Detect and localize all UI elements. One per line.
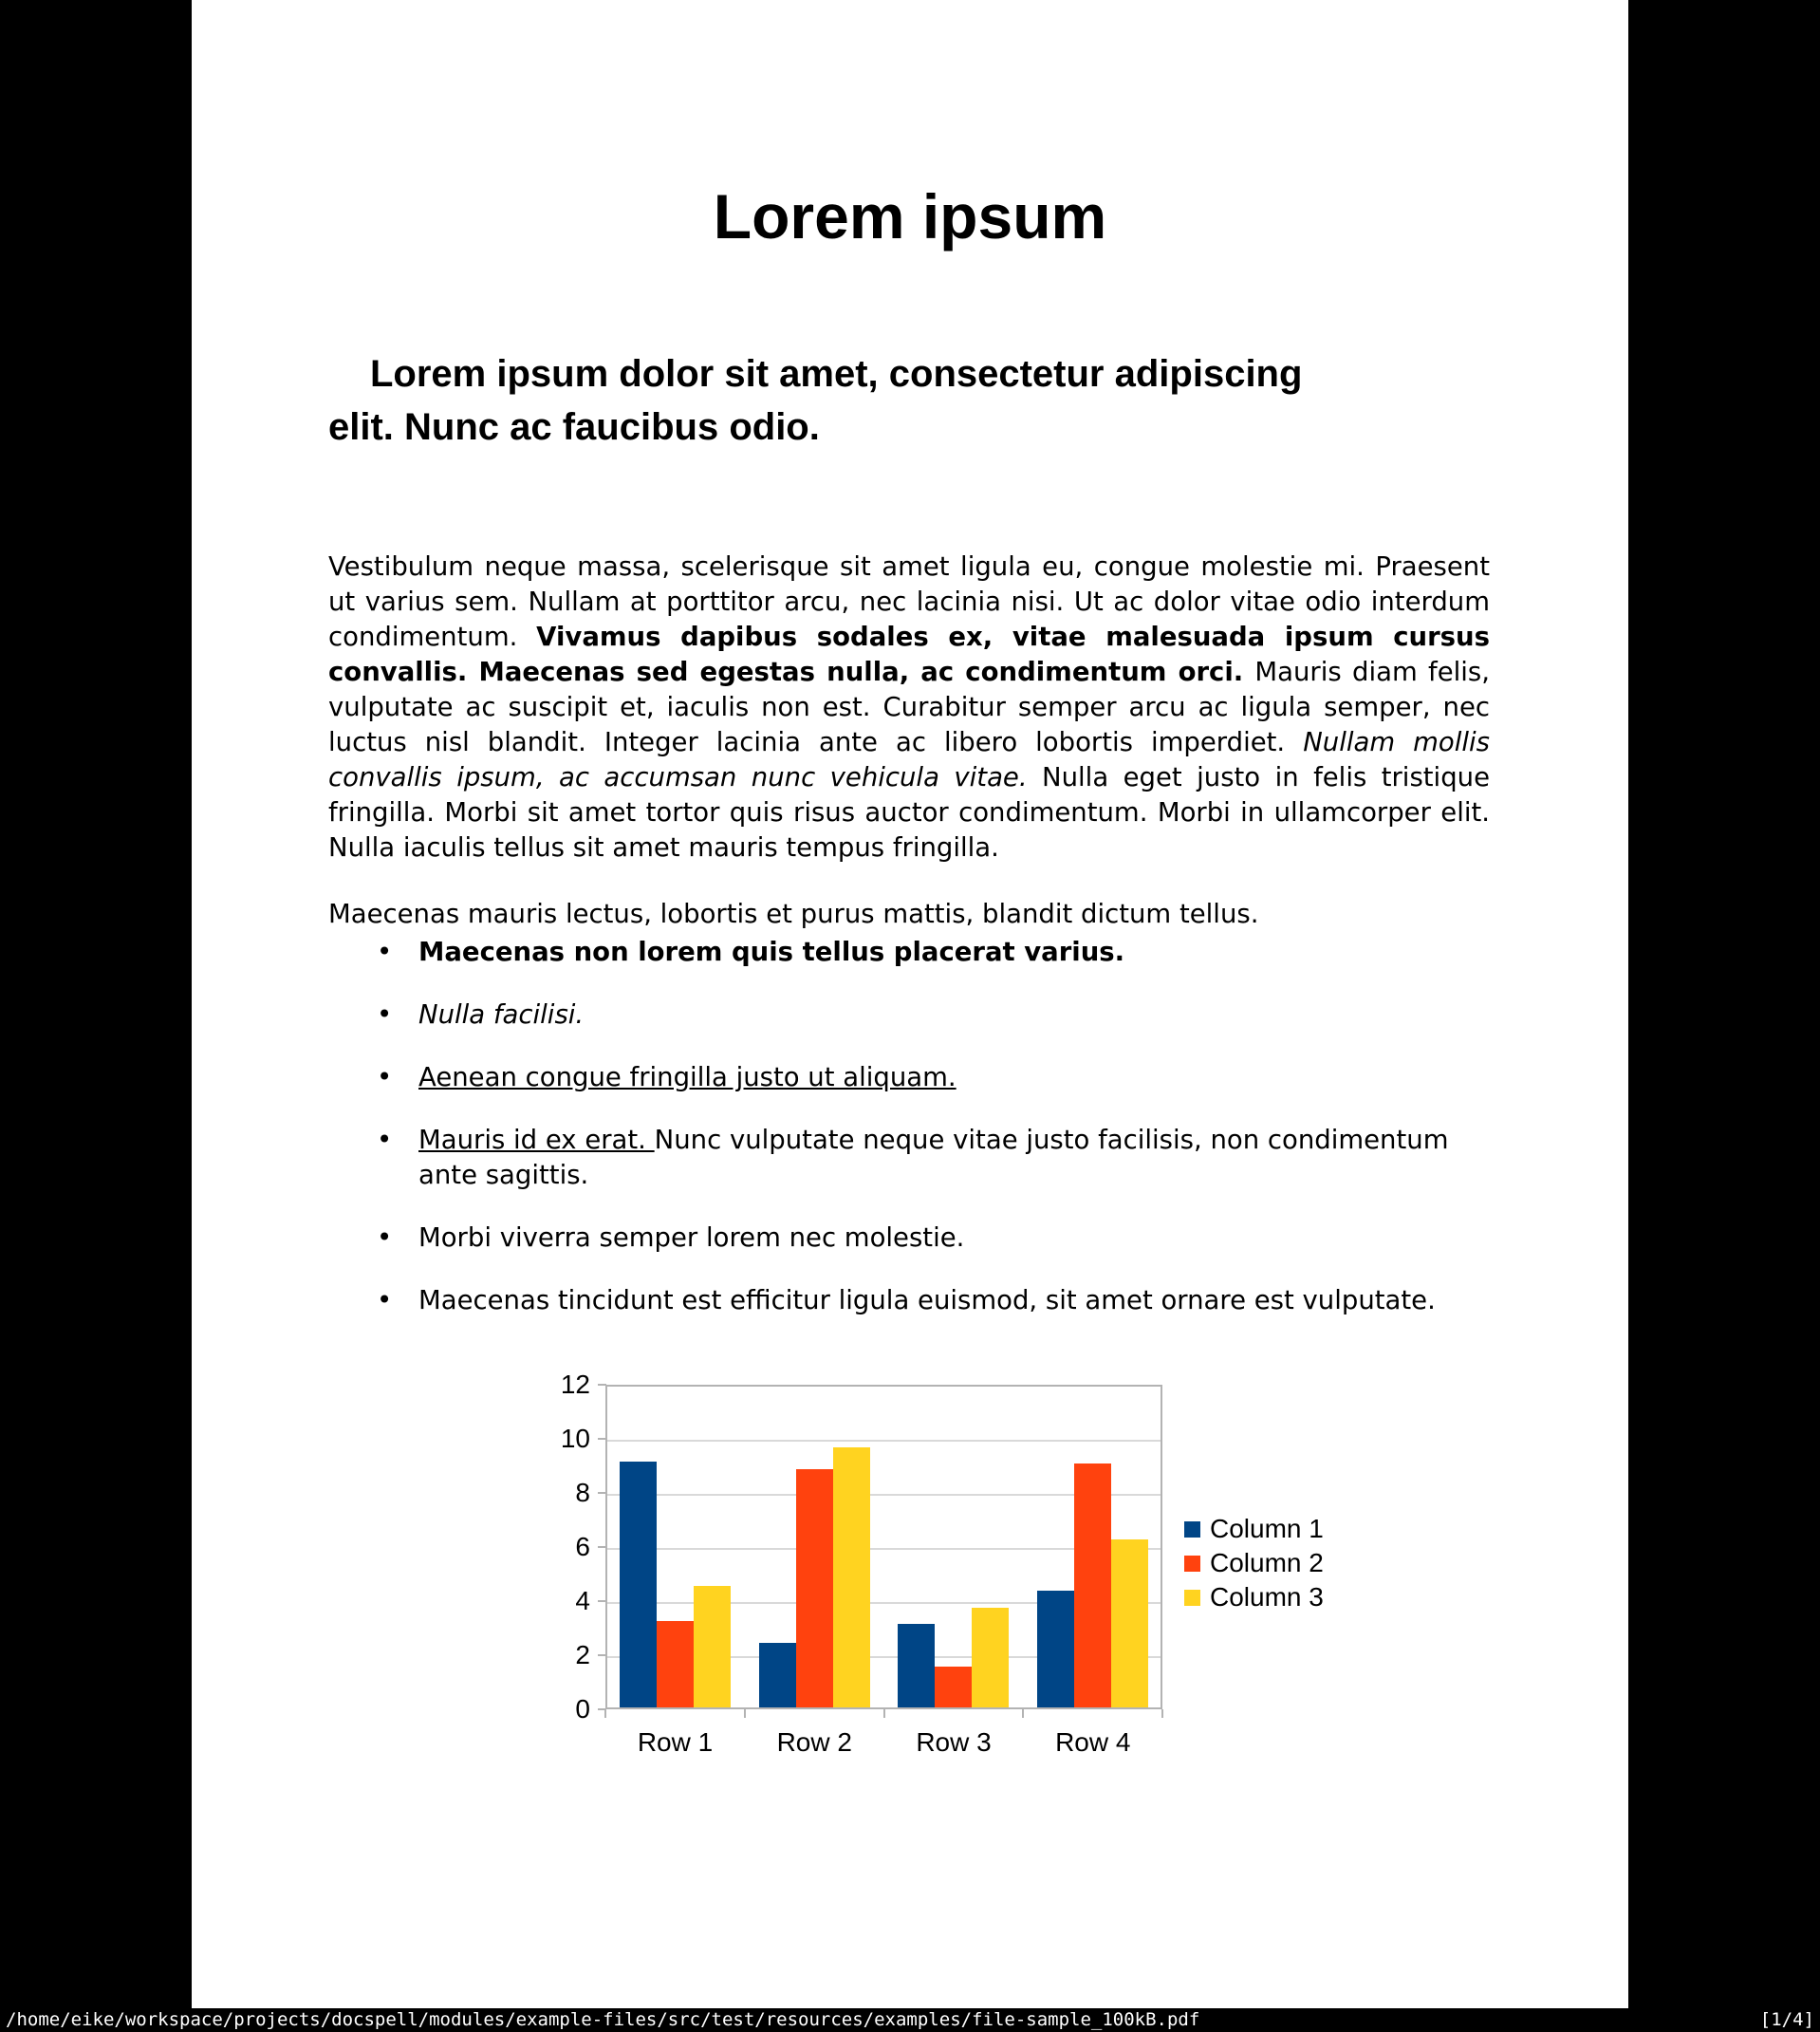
text-segment-normal: Maecenas tincidunt est efficitur ligula euismod, sit amet ornare est vulputate. (418, 1285, 1436, 1315)
legend-label: Column 2 (1210, 1548, 1324, 1577)
text-segment-italic: Nulla facilisi. (418, 999, 585, 1030)
text-segment-bold: Vivamus dapibus sodales ex, vitae malesuada ipsum cursus convallis. Maecenas sed egestas nulla, ac condimentum orci. (328, 621, 1490, 687)
status-page-indicator: [1/4] (1759, 2009, 1814, 2030)
pdf-page (192, 0, 1628, 2008)
bullet-marker-icon: • (377, 999, 393, 1030)
text-segment-bold: Maecenas non lorem quis tellus placerat varius. (418, 937, 1125, 967)
x-axis-tick (1161, 1709, 1163, 1718)
x-axis-tick-label: Row 1 (637, 1727, 714, 1757)
y-axis-tick (598, 1708, 606, 1710)
text-segment-normal: Vestibulum neque massa, scelerisque sit amet ligula eu, congue molestie mi. Praesent ut varius sem. Nullam at porttitor arcu, nec lacinia nisi. Ut ac dolor vitae odio interdum condimentum. (328, 550, 1490, 652)
bar-row3-column1 (898, 1624, 935, 1707)
bar-row2-column3 (833, 1447, 870, 1707)
y-axis-tick (598, 1546, 606, 1548)
chart-plot-area (605, 1385, 1162, 1709)
y-axis-tick-label: 8 (575, 1478, 590, 1507)
text-segment-italic: Nullam mollis convallis ipsum, ac accumsan nunc vehicula vitae. (328, 726, 1490, 792)
paragraph-secondary: Maecenas mauris lectus, lobortis et purus mattis, blandit dictum tellus. (328, 898, 1259, 929)
bar-row4-column2 (1074, 1463, 1111, 1707)
document-title: Lorem ipsum (713, 181, 1107, 252)
bullet-marker-icon: • (377, 1285, 393, 1315)
bullet-marker-icon: • (377, 1062, 393, 1092)
x-axis-tick (604, 1709, 606, 1718)
list-item (377, 935, 1489, 970)
chart-gridline (607, 1494, 1161, 1496)
legend-swatch-icon (1184, 1590, 1200, 1606)
x-axis-tick (744, 1709, 746, 1718)
bar-row1-column1 (620, 1462, 657, 1707)
paragraph-main (328, 550, 1490, 866)
legend-label: Column 3 (1210, 1582, 1324, 1612)
list-item (377, 1283, 1489, 1318)
chart-gridline (607, 1602, 1161, 1604)
list-item (377, 1221, 1489, 1256)
chart-gridline (607, 1548, 1161, 1550)
x-axis-tick-label: Row 3 (916, 1727, 992, 1757)
text-segment-normal: Morbi viverra semper lorem nec molestie. (418, 1222, 965, 1253)
bar-row1-column3 (694, 1586, 731, 1707)
y-axis-tick-label: 0 (575, 1694, 590, 1724)
bar-row2-column2 (796, 1469, 833, 1707)
x-axis-tick (1022, 1709, 1024, 1718)
list-item (377, 997, 1489, 1033)
x-axis-tick (883, 1709, 885, 1718)
text-segment-normal: Nunc vulputate neque vitae justo facilisis, non condimentum ante sagittis. (418, 1125, 1449, 1190)
legend-swatch-icon (1184, 1556, 1200, 1572)
x-axis-tick-label: Row 2 (776, 1727, 852, 1757)
bar-row3-column2 (935, 1667, 972, 1707)
legend-entry (1184, 1546, 1324, 1580)
list-item (377, 1123, 1489, 1193)
list-item (377, 1060, 1489, 1095)
text-segment-underline: Aenean congue fringilla justo ut aliquam. (418, 1062, 956, 1092)
text-segment-normal: Mauris diam felis, vulputate ac suscipit et, iaculis non est. Curabitur semper arcu ac ligula semper, nec luctus nisl blandit. Integer lacinia ante ac libero lobortis imperdiet. (328, 656, 1491, 757)
bar-row1-column2 (657, 1621, 694, 1707)
bar-row3-column3 (972, 1608, 1009, 1707)
document-subtitle-line2: elit. Nunc ac faucibus odio. (328, 406, 820, 448)
y-axis-tick (598, 1438, 606, 1440)
y-axis-tick-label: 2 (575, 1640, 590, 1669)
y-axis-tick (598, 1384, 606, 1386)
y-axis-tick (598, 1492, 606, 1494)
y-axis-tick-label: 6 (575, 1532, 590, 1561)
y-axis-tick-label: 12 (560, 1370, 590, 1399)
bar-row2-column1 (759, 1643, 796, 1707)
y-axis-tick-label: 4 (575, 1586, 590, 1615)
y-axis-tick (598, 1600, 606, 1602)
legend-entry (1184, 1580, 1324, 1614)
legend-swatch-icon (1184, 1521, 1200, 1538)
y-axis-tick (598, 1654, 606, 1656)
status-filepath: /home/eike/workspace/projects/docspell/modules/example-files/src/test/resources/examples/file-sample_100kB.pdf (6, 2009, 1200, 2030)
document-subtitle (328, 347, 1492, 454)
bullet-marker-icon: • (377, 1222, 393, 1253)
y-axis-tick-label: 10 (560, 1424, 590, 1453)
bullet-marker-icon: • (377, 1125, 393, 1155)
chart-gridline (607, 1440, 1161, 1442)
text-segment-underline: Mauris id ex erat. (418, 1125, 655, 1155)
bullet-list (377, 935, 1489, 1346)
bar-row4-column3 (1111, 1539, 1148, 1707)
document-subtitle-line1: Lorem ipsum dolor sit amet, consectetur adipiscing (370, 353, 1303, 395)
legend-entry (1184, 1512, 1324, 1546)
text-segment-normal: Nulla eget justo in felis tristique fringilla. Morbi sit amet tortor quis risus auctor condimentum. Morbi in ullamcorper elit. Nulla iaculis tellus sit amet mauris tempus fringilla. (328, 761, 1491, 863)
bullet-marker-icon: • (377, 937, 393, 967)
status-bar (0, 2008, 1820, 2032)
chart-gridline (607, 1656, 1161, 1658)
legend-label: Column 1 (1210, 1514, 1324, 1543)
x-axis-tick-label: Row 4 (1055, 1727, 1131, 1757)
bar-row4-column1 (1037, 1591, 1074, 1707)
